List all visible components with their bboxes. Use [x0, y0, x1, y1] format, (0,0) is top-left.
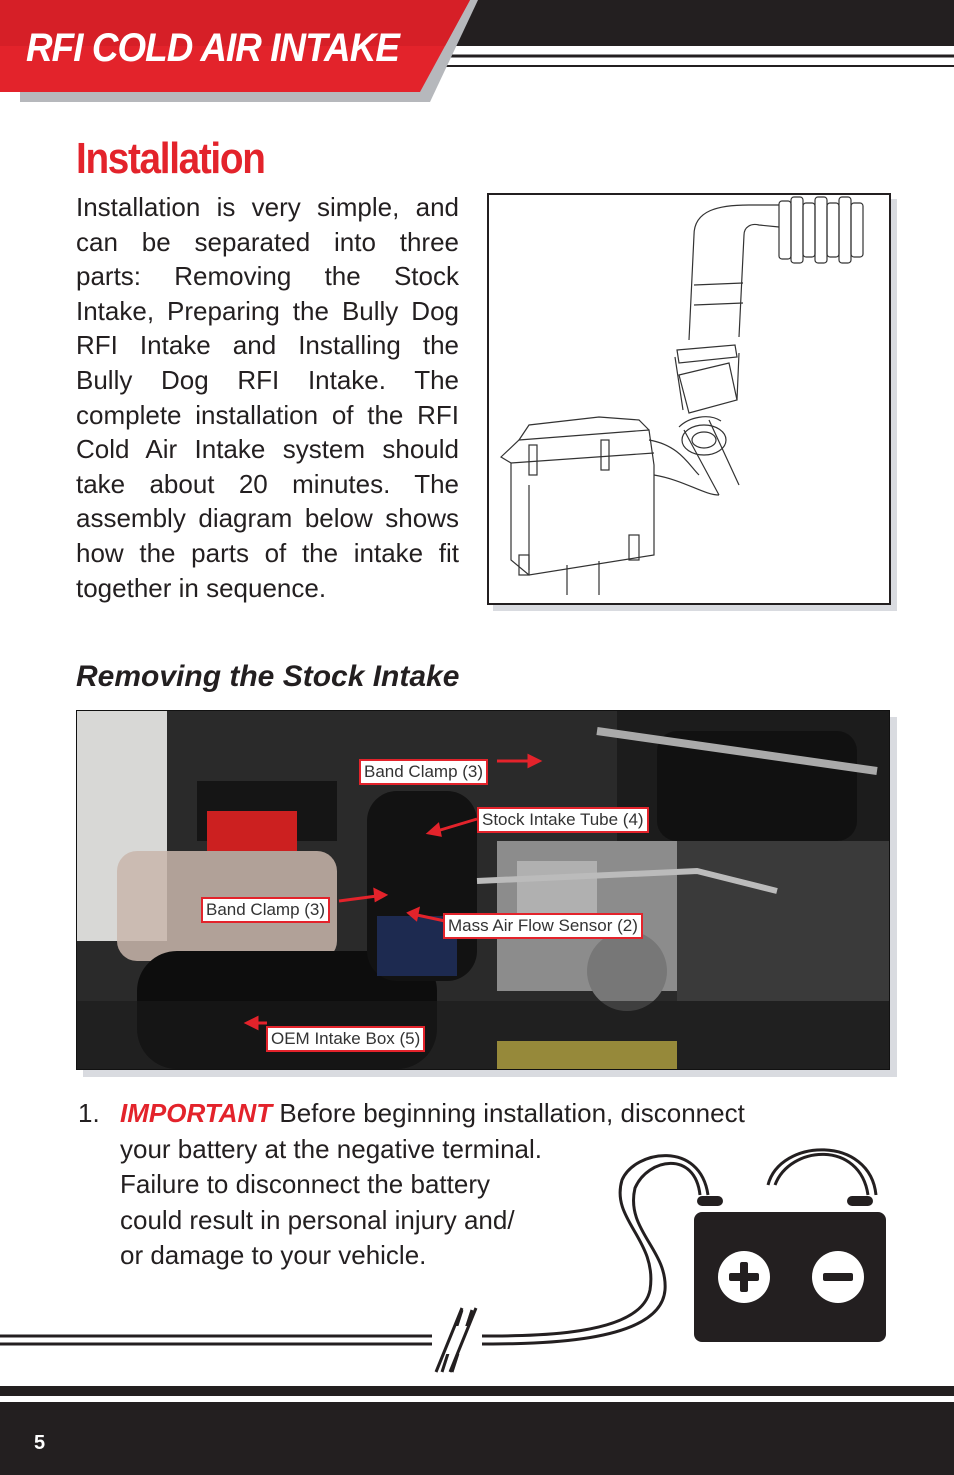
subsection-title: Removing the Stock Intake	[76, 660, 460, 693]
callout-band-clamp-top: Band Clamp (3)	[359, 759, 488, 785]
step-line-1: Before beginning installation, disconnect	[279, 1098, 745, 1128]
section-title: Installation	[76, 134, 265, 183]
footer-bar	[0, 1386, 954, 1475]
step-line-3: Failure to disconnect the battery	[120, 1169, 490, 1199]
battery-icon	[694, 1196, 886, 1342]
engine-bay-photo	[76, 710, 890, 1070]
callout-oem-intake-box: OEM Intake Box (5)	[266, 1026, 425, 1052]
header-title: RFI COLD AIR INTAKE	[26, 26, 399, 70]
important-label: IMPORTANT	[120, 1098, 273, 1128]
battery-illustration	[0, 1140, 954, 1380]
callout-maf-sensor: Mass Air Flow Sensor (2)	[443, 913, 643, 939]
step-line-2: your battery at the negative terminal.	[120, 1133, 543, 1164]
callout-band-clamp-left: Band Clamp (3)	[201, 897, 330, 923]
page-number: 5	[34, 1432, 46, 1454]
step-line-4: could result in personal injury and/	[120, 1204, 515, 1235]
assembly-diagram	[487, 193, 891, 605]
step-line-5: or damage to your vehicle.	[120, 1240, 427, 1270]
intro-paragraph: Installation is very simple, and can be separated into three parts: Removing the Stock Intake, Preparing the Bully Dog RFI Intake and Installing the Bully Dog RFI Intake. The complete installation of the RFI Cold Air Intake system should take about 20 minutes. The assembly diagram below shows how the parts of the intake fit together in sequence.	[76, 192, 459, 603]
intake-diagram-drawing	[489, 195, 889, 603]
step-number: 1.	[78, 1098, 100, 1128]
callout-stock-intake-tube: Stock Intake Tube (4)	[477, 807, 649, 833]
